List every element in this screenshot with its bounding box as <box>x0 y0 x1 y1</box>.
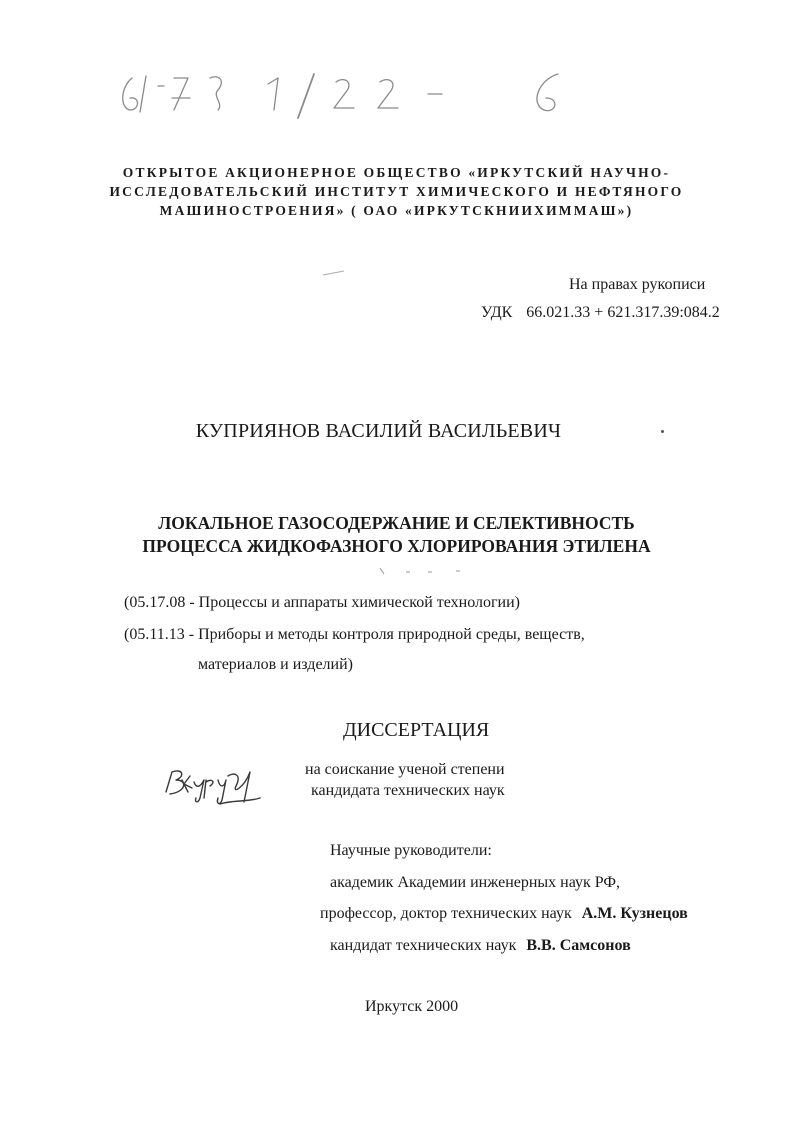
dissertation-title <box>0 512 793 558</box>
organization-line-1: ОТКРЫТОЕ АКЦИОНЕРНОЕ ОБЩЕСТВО «ИРКУТСКИЙ НАУЧНО- <box>122 165 671 180</box>
degree-statement <box>305 759 505 801</box>
scan-dot <box>661 430 664 433</box>
handwritten-archive-code <box>118 64 578 124</box>
supervisor-1-degree: профессор, доктор технических наук <box>320 905 572 922</box>
scan-dashes <box>378 566 468 576</box>
udc-value: 66.021.33 + 621.317.39:084.2 <box>526 304 720 321</box>
supervisor-1-name: А.М. Кузнецов <box>581 905 688 922</box>
supervisor-1-title: академик Академии инженерных наук РФ, <box>330 874 621 891</box>
supervisors-label: Научные руководители: <box>330 842 492 859</box>
degree-line-2: кандидата технических наук <box>311 782 505 799</box>
udc-label: УДК <box>481 304 513 321</box>
organization-line-3: МАШИНОСТРОЕНИЯ» ( ОАО «ИРКУТСКНИИХИММАШ») <box>159 203 634 218</box>
supervisor-2-name: В.В. Самсонов <box>526 937 631 954</box>
author-name-text: КУПРИЯНОВ ВАСИЛИЙ ВАСИЛЬЕВИЧ <box>195 420 562 442</box>
degree-line-1: на соискание ученой степени <box>305 761 505 778</box>
specialty-first: (05.17.08 - Процессы и аппараты химической технологии) <box>124 594 520 611</box>
supervisor-2-line <box>330 937 631 955</box>
title-line-1: ЛОКАЛЬНОЕ ГАЗОСОДЕРЖАНИЕ И СЕЛЕКТИВНОСТЬ <box>158 513 635 533</box>
author-signature <box>160 758 270 810</box>
organization-header <box>0 163 793 220</box>
specialty-second-line-2: материалов и изделий) <box>198 656 353 673</box>
supervisor-2-degree: кандидат технических наук <box>330 937 517 954</box>
udc-line <box>481 304 720 322</box>
specialty-second-line-1: (05.11.13 - Приборы и методы контроля природной среды, веществ, <box>124 626 585 643</box>
author-name <box>0 420 793 443</box>
title-line-2: ПРОЦЕССА ЖИДКОФАЗНОГО ХЛОРИРОВАНИЯ ЭТИЛЕНА <box>142 536 651 556</box>
supervisor-1-line <box>320 905 688 923</box>
document-type-heading: ДИССЕРТАЦИЯ <box>343 719 490 741</box>
city-year: Иркутск 2000 <box>365 998 459 1015</box>
organization-line-2: ИССЛЕДОВАТЕЛЬСКИЙ ИНСТИТУТ ХИМИЧЕСКОГО И НЕФТЯНОГО <box>109 184 684 199</box>
scan-speck <box>322 270 346 276</box>
rights-notice: На правах рукописи <box>569 276 706 293</box>
